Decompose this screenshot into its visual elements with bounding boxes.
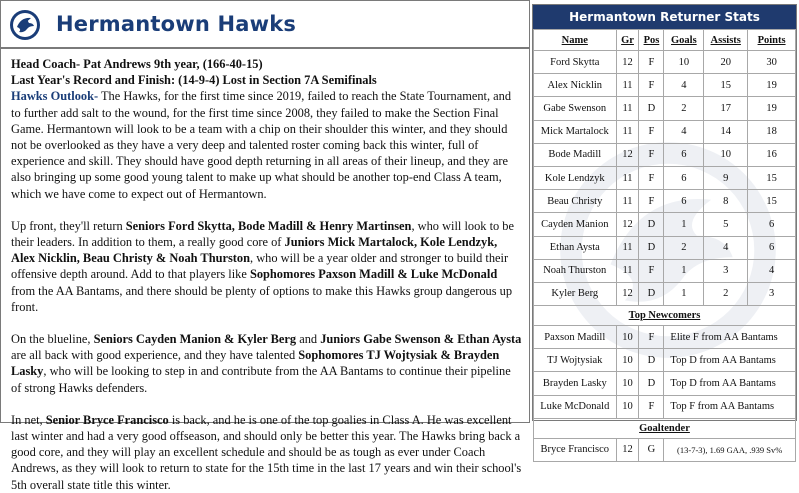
player-position: G <box>639 438 664 461</box>
goaltender-heading: Goaltender <box>534 418 796 438</box>
player-grade: 10 <box>616 326 639 349</box>
col-header-points: Points <box>748 30 796 51</box>
player-assists: 20 <box>704 51 748 74</box>
player-grade: 11 <box>616 97 639 120</box>
page-title: Hermantown Hawks <box>56 12 297 36</box>
player-grade: 10 <box>616 349 639 372</box>
player-assists: 15 <box>704 74 748 97</box>
returner-row <box>534 259 796 282</box>
goalie-paragraph: In net, Senior Bryce Francisco is back, and he is one of the top goalies in Class A. He was excellent last winter and had a very good offseason, and should only be better this year. The Hawks bring back a good core, and they will play an excellent schedule and should be as tough as ever under Coach Andrews, as they will look to return to state for the 15th time in the last 17 years and win their school's 5th overall state title this winter. <box>11 412 522 492</box>
outlook-paragraph: Hawks Outlook- The Hawks, for the first time since 2019, failed to reach the State Tournament, and to further add salt to the wound, for the first time since 2008, they failed to make the Section Final Game. Hermantown will look to be a team with a chip on their shoulder this winter, and they should not be overlooked as they have a very deep and talented roster coming back this winter, full of experience and skill. They should have good depth returning in all areas of their lineup, and they are also bringing up some good young talent to make up what should be another top-end Class A team, which we have come to expect out of Hermantown. <box>11 89 512 201</box>
hawk-logo-icon <box>9 9 41 41</box>
player-goals: 4 <box>664 120 704 143</box>
player-name: Alex Nicklin <box>534 74 617 97</box>
player-goals: 1 <box>664 213 704 236</box>
player-goals: 10 <box>664 51 704 74</box>
player-goals: 1 <box>664 282 704 305</box>
returner-row <box>534 51 796 74</box>
newcomer-note: Top D from AA Bantams <box>664 372 796 395</box>
player-name: Kyler Berg <box>534 282 617 305</box>
player-name: Brayden Lasky <box>534 372 617 395</box>
col-header-goals: Goals <box>664 30 704 51</box>
player-position: F <box>639 74 664 97</box>
player-position: D <box>639 282 664 305</box>
player-grade: 12 <box>616 213 639 236</box>
player-assists: 4 <box>704 236 748 259</box>
player-points: 15 <box>748 166 796 189</box>
player-position: F <box>639 326 664 349</box>
article-body <box>11 56 523 493</box>
player-grade: 11 <box>616 166 639 189</box>
player-goals: 2 <box>664 236 704 259</box>
player-name: Bode Madill <box>534 143 617 166</box>
player-goals: 6 <box>664 143 704 166</box>
player-name: Kole Lendzyk <box>534 166 617 189</box>
player-assists: 5 <box>704 213 748 236</box>
player-grade: 11 <box>616 236 639 259</box>
newcomers-heading: Top Newcomers <box>534 306 796 326</box>
goaltender-heading-row <box>534 418 796 438</box>
newcomer-note: Elite F from AA Bantams <box>664 326 796 349</box>
player-assists: 10 <box>704 143 748 166</box>
newcomer-row <box>534 326 796 349</box>
player-grade: 11 <box>616 120 639 143</box>
player-name: Ford Skytta <box>534 51 617 74</box>
player-name: Luke McDonald <box>534 395 617 418</box>
player-assists: 2 <box>704 282 748 305</box>
player-goals: 6 <box>664 166 704 189</box>
player-points: 4 <box>748 259 796 282</box>
player-position: F <box>639 259 664 282</box>
player-goals: 2 <box>664 97 704 120</box>
player-position: D <box>639 236 664 259</box>
coach-line: Head Coach- Pat Andrews 9th year, (166-40-15) <box>11 57 263 71</box>
player-name: Ethan Aysta <box>534 236 617 259</box>
player-goals: 4 <box>664 74 704 97</box>
player-grade: 12 <box>616 143 639 166</box>
player-points: 18 <box>748 120 796 143</box>
player-points: 3 <box>748 282 796 305</box>
player-name: Paxson Madill <box>534 326 617 349</box>
player-points: 19 <box>748 97 796 120</box>
newcomer-note: Top D from AA Bantams <box>664 349 796 372</box>
player-name: Bryce Francisco <box>534 438 617 461</box>
player-points: 6 <box>748 236 796 259</box>
player-name: Beau Christy <box>534 190 617 213</box>
col-header-assists: Assists <box>704 30 748 51</box>
col-header-gr: Gr <box>616 30 639 51</box>
player-assists: 14 <box>704 120 748 143</box>
newcomer-rows <box>534 326 796 419</box>
col-header-pos: Pos <box>639 30 664 51</box>
player-goals: 6 <box>664 190 704 213</box>
player-position: F <box>639 190 664 213</box>
player-assists: 3 <box>704 259 748 282</box>
stats-table <box>533 29 796 462</box>
player-name: Mick Martalock <box>534 120 617 143</box>
player-goals: 1 <box>664 259 704 282</box>
player-grade: 12 <box>616 438 639 461</box>
player-points: 19 <box>748 74 796 97</box>
player-name: TJ Wojtysiak <box>534 349 617 372</box>
player-position: F <box>639 166 664 189</box>
player-points: 6 <box>748 213 796 236</box>
goaltender-row <box>534 438 796 461</box>
record-line: Last Year's Record and Finish: (14-9-4) Lost in Section 7A Semifinals <box>11 73 377 88</box>
returner-rows <box>534 51 796 306</box>
returner-row <box>534 236 796 259</box>
returner-row <box>534 97 796 120</box>
forwards-paragraph: Up front, they'll return Seniors Ford Skytta, Bode Madill & Henry Martinsen, who will look to be their leaders. In addition to them, a really good core of Juniors Mick Martalock, Kole Lendzyk, Alex Nicklin, Beau Christy & Noah Thurston, who will be a year older and stronger to build their offensive depth around. Add to that players like Sophomores Paxson Madill & Luke McDonald from the AA Bantams, and there should be plenty of options to make this Hawks group dangerous up front. <box>11 218 514 314</box>
player-position: F <box>639 120 664 143</box>
goalie-stats: (13-7-3), 1.69 GAA, .939 Sv% <box>664 438 796 461</box>
player-assists: 9 <box>704 166 748 189</box>
player-grade: 10 <box>616 372 639 395</box>
returner-row <box>534 120 796 143</box>
player-grade: 12 <box>616 51 639 74</box>
player-points: 30 <box>748 51 796 74</box>
newcomer-note: Top F from AA Bantams <box>664 395 796 418</box>
col-header-name: Name <box>534 30 617 51</box>
player-name: Cayden Manion <box>534 213 617 236</box>
outlook-label: Hawks Outlook- <box>11 89 99 104</box>
returner-row <box>534 143 796 166</box>
player-grade: 11 <box>616 259 639 282</box>
returner-row <box>534 166 796 189</box>
player-name: Gabe Swenson <box>534 97 617 120</box>
player-assists: 8 <box>704 190 748 213</box>
newcomer-row <box>534 395 796 418</box>
player-points: 16 <box>748 143 796 166</box>
newcomer-row <box>534 372 796 395</box>
returner-row <box>534 213 796 236</box>
player-grade: 12 <box>616 282 639 305</box>
player-position: D <box>639 349 664 372</box>
returner-row <box>534 74 796 97</box>
player-position: F <box>639 395 664 418</box>
newcomer-row <box>534 349 796 372</box>
newcomers-heading-row <box>534 306 796 326</box>
player-name: Noah Thurston <box>534 259 617 282</box>
player-position: D <box>639 372 664 395</box>
player-grade: 10 <box>616 395 639 418</box>
player-points: 15 <box>748 190 796 213</box>
article-header <box>1 1 529 49</box>
returner-row <box>534 282 796 305</box>
player-grade: 11 <box>616 190 639 213</box>
player-position: F <box>639 143 664 166</box>
player-grade: 11 <box>616 74 639 97</box>
player-position: F <box>639 51 664 74</box>
defense-paragraph: On the blueline, Seniors Cayden Manion & Kyler Berg and Juniors Gabe Swenson & Ethan Aysta are all back with good experience, and they have talented Sophomores TJ Wojtysiak & Brayden Lasky, who will be looking to step in and contribute from the AA Bantams to continue their pipeline of strong Hawks defenders. <box>11 332 522 395</box>
player-position: D <box>639 213 664 236</box>
stats-title: Hermantown Returner Stats <box>533 5 796 29</box>
stats-panel <box>532 4 797 456</box>
returner-row <box>534 190 796 213</box>
player-assists: 17 <box>704 97 748 120</box>
player-position: D <box>639 97 664 120</box>
stats-header-row <box>534 30 796 51</box>
